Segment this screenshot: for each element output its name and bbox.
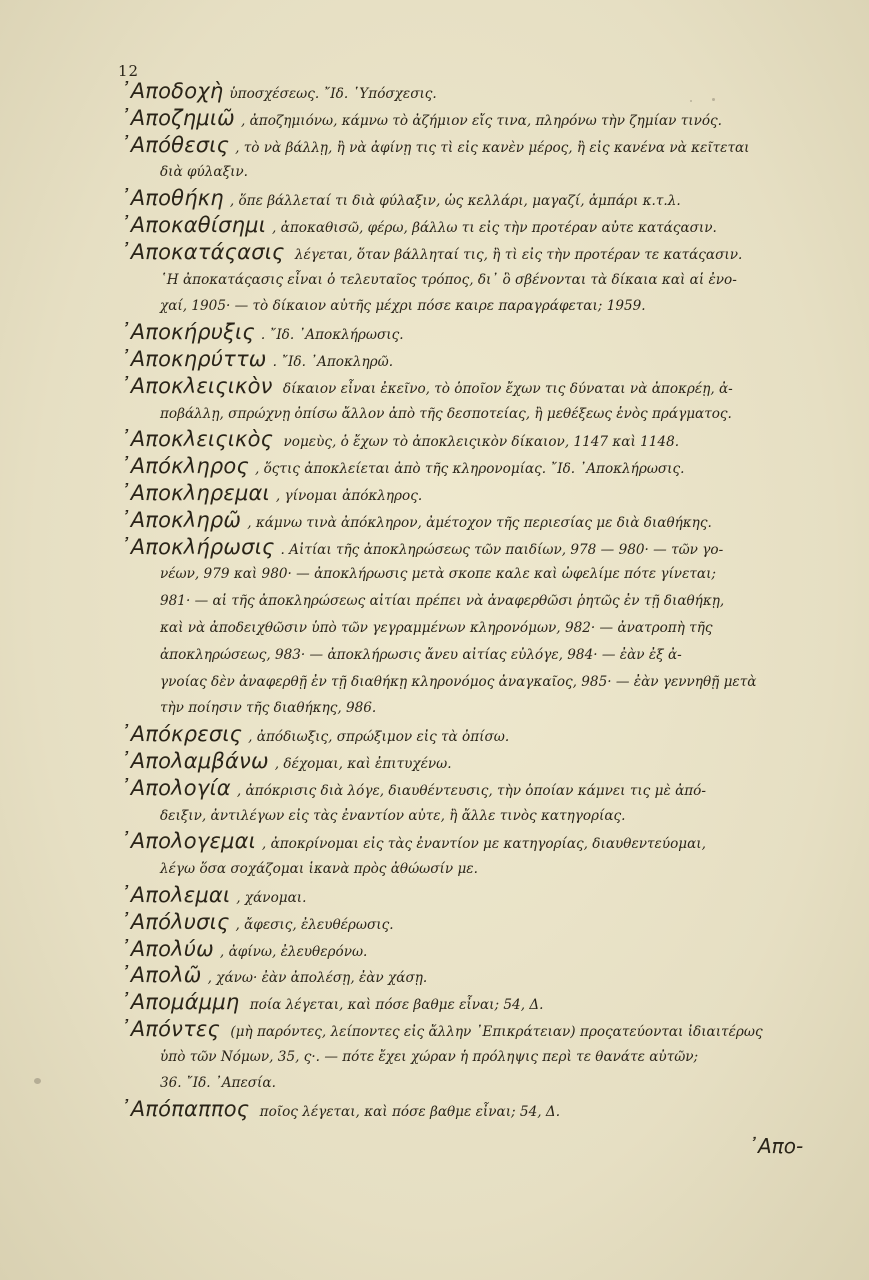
dictionary-entry xyxy=(120,346,810,373)
entry-line xyxy=(120,748,810,775)
entry-headword: ᾽Αποδοχὴ xyxy=(120,79,224,103)
dictionary-entry xyxy=(120,78,810,105)
catchword: ᾽Απο- xyxy=(748,1134,804,1158)
dictionary-entry xyxy=(120,775,810,829)
entry-line xyxy=(120,132,810,159)
dictionary-entry xyxy=(120,989,810,1016)
dictionary-entry xyxy=(120,239,810,319)
entry-headword: ᾽Αποκαθίσημι xyxy=(120,212,267,237)
entry-definition: , κάμνω τινὰ ἀπόκληρον, ἀμέτοχον τῆς περιεσίας με διὰ διαθήκης. xyxy=(247,514,712,531)
entry-headword: ᾽Απόπαππος xyxy=(120,1097,250,1122)
entry-definition: ποῖος λέγεται, καὶ πόσε βαθμε εἶναι; 54, Δ. xyxy=(255,1104,561,1121)
entry-headword: ᾽Αποκατάςασις xyxy=(120,239,285,264)
entry-line xyxy=(120,78,810,105)
dictionary-entry xyxy=(120,1016,810,1096)
dictionary-entry xyxy=(120,132,810,186)
entry-continuation: τὴν ποίησιν τῆς διαθήκης, 986. xyxy=(160,700,377,717)
entry-line xyxy=(120,292,810,319)
entry-line xyxy=(120,507,810,534)
entry-line xyxy=(120,453,810,480)
dictionary-entry xyxy=(120,453,810,480)
dictionary-entry xyxy=(120,721,810,748)
entry-line xyxy=(120,828,810,855)
entry-line xyxy=(120,641,810,668)
paper-speck xyxy=(34,1078,41,1084)
entry-line xyxy=(120,936,810,963)
entry-definition: ὑποσχέσεως. ῎Ιδ. ῾Υπόσχεσις. xyxy=(229,86,437,102)
entry-definition: δίκαιον εἶναι ἐκεῖνο, τὸ ὁποῖον ἔχων τις δύναται νὰ ἀποκρέῃ, ἀ- xyxy=(278,380,733,397)
entry-headword: ᾽Αποκληρεμαι xyxy=(120,480,270,505)
entry-headword: ᾽Αποκληρῶ xyxy=(120,507,242,532)
entry-line xyxy=(120,721,810,748)
entry-definition: , ἀποκρίνομαι εἰς τὰς ἐναντίον με κατηγορίας, διαυθεντεύομαι, xyxy=(261,836,706,853)
entry-headword: ᾽Απομάμμη xyxy=(120,990,240,1015)
entry-line xyxy=(120,400,810,427)
entry-continuation: καὶ νὰ ἀποδειχθῶσιν ὑπὸ τῶν γεγραμμένων κληρονόμων, 982· — ἀνατροπὴ τῆς xyxy=(160,619,713,636)
entry-definition: , ὅςτις ἀποκλείεται ἀπὸ τῆς κληρονομίας. ῎Ιδ. ᾽Αποκλήρωσις. xyxy=(254,461,685,478)
entry-line xyxy=(120,480,810,507)
entry-line xyxy=(120,212,810,239)
entry-continuation: γνοίας δὲν ἀναφερθῇ ἐν τῇ διαθήκῃ κληρονόμος ἀναγκαῖος, 985· — ἐὰν γεννηθῇ μετὰ xyxy=(160,673,757,690)
entry-headword: ᾽Απόλυσις xyxy=(120,909,230,934)
entry-line xyxy=(120,373,810,400)
entry-line xyxy=(120,185,810,212)
entry-headword: ᾽Αποκλειςικὸς xyxy=(120,427,274,452)
entry-definition: . ῎Ιδ. ᾽Αποκλήρωσις. xyxy=(260,327,404,344)
dictionary-entries xyxy=(120,78,810,1123)
entry-line xyxy=(120,668,810,695)
entry-line xyxy=(120,962,810,989)
dictionary-entry xyxy=(120,748,810,775)
entry-definition: , χάνομαι. xyxy=(236,889,307,906)
entry-definition: , ἀπόδιωξις, σπρώξιμον εἰς τὰ ὀπίσω. xyxy=(248,729,510,746)
dictionary-entry xyxy=(120,936,810,963)
entry-definition: , χάνω· ἐὰν ἀπολέσῃ, ἐὰν χάσῃ. xyxy=(207,970,428,987)
entry-line xyxy=(120,1096,810,1123)
entry-line xyxy=(120,239,810,266)
entry-continuation: δειξιν, ἀντιλέγων εἰς τὰς ἐναντίον αὐτε, ἢ ἄλλε τινὸς κατηγορίας. xyxy=(160,807,626,824)
paper-speck xyxy=(690,100,692,102)
entry-definition: , δέχομαι, καὶ ἐπιτυχένω. xyxy=(274,755,452,772)
entry-definition: , ἀποζημιόνω, κάμνω τὸ ἀζήμιον εἴς τινα, πληρόνω τὴν ζημίαν τινός. xyxy=(240,112,722,129)
dictionary-entry xyxy=(120,212,810,239)
dictionary-entry xyxy=(120,507,810,534)
entry-definition: . ῎Ιδ. ᾽Αποκληρῶ. xyxy=(272,353,394,370)
entry-continuation: χαί, 1905· — τὸ δίκαιον αὐτῆς μέχρι πόσε καιρε παραγράφεται; 1959. xyxy=(160,298,646,315)
entry-definition: , τὸ νὰ βάλλῃ, ἢ νὰ ἀφίνῃ τις τὶ εἰς κανὲν μέρος, ἢ εἰς κανένα νὰ κεῖτεται xyxy=(235,139,750,156)
entry-headword: ᾽Αποκήρυξις xyxy=(120,320,255,345)
entry-definition: (μὴ παρόντες, λείποντες εἰς ἄλλην ᾽Επικράτειαν) προςατεύονται ἰδιαιτέρως xyxy=(226,1023,763,1040)
dictionary-entry xyxy=(120,373,810,427)
entry-headword: ᾽Απόντες xyxy=(120,1016,221,1041)
entry-line xyxy=(120,587,810,614)
entry-definition: , ἀπόκρισις διὰ λόγε, διαυθέντευσις, τὴν ὁποίαν κάμνει τις μὲ ἀπό- xyxy=(236,782,706,799)
entry-headword: ᾽Αποκλειςικὸν xyxy=(120,373,273,398)
dictionary-entry xyxy=(120,185,810,212)
entry-definition: νομεὺς, ὁ ἔχων τὸ ἀποκλειςικὸν δίκαιον, 1147 καὶ 1148. xyxy=(279,434,680,451)
entry-line xyxy=(120,989,810,1016)
paper-speck xyxy=(712,98,715,101)
entry-headword: ᾽Απολογία xyxy=(120,775,231,800)
dictionary-entry xyxy=(120,319,810,346)
entry-line xyxy=(120,266,810,293)
dictionary-entry xyxy=(120,828,810,882)
entry-definition: , ἀφίνω, ἐλευθερόνω. xyxy=(219,943,368,960)
entry-headword: ᾽Αποκλήρωσις xyxy=(120,534,275,559)
entry-line xyxy=(120,1069,810,1096)
entry-line xyxy=(120,105,810,132)
entry-definition: , ὅπε βάλλεταί τι διὰ φύλαξιν, ὡς κελλάρι, μαγαζί, ἀμπάρι κ.τ.λ. xyxy=(229,193,681,210)
entry-definition: λέγεται, ὅταν βάλληταί τις, ἢ τὶ εἰς τὴν προτέραν τε κατάςασιν. xyxy=(290,246,743,263)
entry-definition: ποία λέγεται, καὶ πόσε βαθμε εἶναι; 54, Δ. xyxy=(245,997,544,1014)
entry-continuation: διὰ φύλαξιν. xyxy=(160,164,248,181)
entry-line xyxy=(120,1043,810,1070)
entry-definition: , γίνομαι ἀπόκληρος. xyxy=(275,487,423,504)
entry-headword: ᾽Απολεμαι xyxy=(120,882,231,907)
entry-line xyxy=(120,909,810,936)
dictionary-entry xyxy=(120,962,810,989)
entry-line xyxy=(120,534,810,561)
entry-line xyxy=(120,802,810,829)
entry-line xyxy=(120,158,810,185)
entry-definition: , ἀποκαθισῶ, φέρω, βάλλω τι εἰς τὴν προτέραν αὐτε κατάςασιν. xyxy=(272,219,717,236)
entry-headword: ᾽Απόκρεσις xyxy=(120,722,243,747)
entry-line xyxy=(120,319,810,346)
entry-line xyxy=(120,882,810,909)
entry-headword: ᾽Απολῶ xyxy=(120,963,202,988)
entry-definition: . Αἰτίαι τῆς ἀποκληρώσεως τῶν παιδίων, 978 — 980· — τῶν γο- xyxy=(280,541,724,558)
entry-line xyxy=(120,855,810,882)
entry-headword: ᾽Απολογεμαι xyxy=(120,829,256,854)
entry-continuation: ποβάλλῃ, σπρώχνῃ ὀπίσω ἄλλον ἀπὸ τῆς δεσποτείας, ἢ μεθέξεως ἑνὸς πράγματος. xyxy=(160,405,732,422)
entry-line xyxy=(120,346,810,373)
entry-line xyxy=(120,614,810,641)
entry-headword: ᾽Αποζημιῶ xyxy=(120,105,235,130)
entry-continuation: ὑπὸ τῶν Νόμων, 35, ς·. — πότε ἔχει χώραν ἡ πρόληψις περὶ τε θανάτε αὐτῶν; xyxy=(160,1048,699,1065)
entry-continuation: λέγω ὅσα σοχάζομαι ἱκανὰ πρὸς ἀθώωσίν με. xyxy=(160,861,478,878)
dictionary-entry xyxy=(120,1096,810,1123)
entry-headword: ᾽Απολαμβάνω xyxy=(120,748,269,773)
entry-continuation: ῾Η ἀποκατάςασις εἶναι ὁ τελευταῖος τρόπος, δι᾽ ὃ σβένονται τὰ δίκαια καὶ αἱ ἐνο- xyxy=(160,271,737,288)
entry-headword: ᾽Απολύω xyxy=(120,936,214,961)
dictionary-entry xyxy=(120,882,810,909)
entry-headword: ᾽Αποθήκη xyxy=(120,186,224,211)
dictionary-entry xyxy=(120,909,810,936)
entry-headword: ᾽Αποκηρύττω xyxy=(120,346,267,371)
dictionary-entry xyxy=(120,426,810,453)
entry-line xyxy=(120,1016,810,1043)
entry-line xyxy=(120,694,810,721)
entry-headword: ᾽Απόκληρος xyxy=(120,454,249,479)
entry-continuation: 981· — αἱ τῆς ἀποκληρώσεως αἰτίαι πρέπει νὰ ἀναφερθῶσι ῥητῶς ἐν τῇ διαθήκῃ, xyxy=(160,593,725,610)
entry-line xyxy=(120,426,810,453)
dictionary-entry xyxy=(120,105,810,132)
entry-headword: ᾽Απόθεσις xyxy=(120,132,230,157)
entry-line xyxy=(120,775,810,802)
entry-definition: , ἄφεσις, ἐλευθέρωσις. xyxy=(235,916,394,933)
entry-line xyxy=(120,560,810,587)
dictionary-entry xyxy=(120,534,810,722)
entry-continuation: νέων, 979 καὶ 980· — ἀποκλήρωσις μετὰ σκοπε καλε καὶ ὠφελίμε πότε γίνεται; xyxy=(160,566,716,583)
entry-continuation: 36. ῎Ιδ. ᾽Απεσία. xyxy=(160,1075,276,1092)
entry-continuation: ἀποκληρώσεως, 983· — ἀποκλήρωσις ἄνευ αἰτίας εὐλόγε, 984· — ἐὰν ἐξ ἀ- xyxy=(160,646,682,663)
dictionary-entry xyxy=(120,480,810,507)
page-number: 12 xyxy=(118,62,140,80)
